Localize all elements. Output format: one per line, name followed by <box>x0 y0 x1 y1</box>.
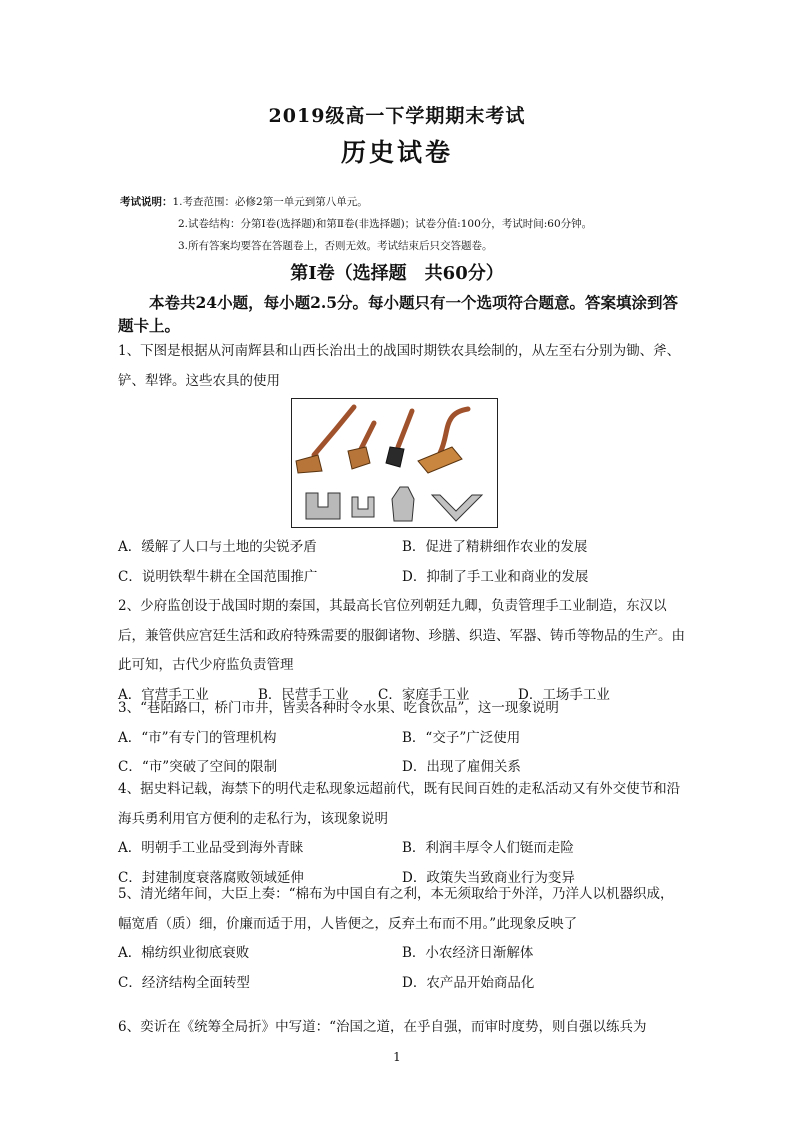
section-intro: 本卷共24小题，每小题2.5分。每小题只有一个选项符合题意。答案填涂到答题卡上。 <box>118 293 679 335</box>
option-d[interactable]: D．抑制了手工业和商业的发展 <box>402 568 589 585</box>
notes-row-1 <box>120 191 592 213</box>
option-d[interactable]: D．工场手工业 <box>518 686 610 703</box>
option-c[interactable]: C．说明铁犁牛耕在全国范围推广 <box>118 568 318 585</box>
option-b[interactable]: B．促进了精耕细作农业的发展 <box>402 539 588 555</box>
notes-item: 1.考查范围：必修2第一单元到第八单元。 <box>172 196 368 208</box>
option-b[interactable]: B．“交子”广泛使用 <box>402 729 521 746</box>
question-1-options <box>118 533 686 592</box>
option-c[interactable]: C．经济结构全面转型 <box>118 974 250 991</box>
notes-item: 2.试卷结构：分第Ⅰ卷(选择题)和第Ⅱ卷(非选择题)；试卷分值:100分，考试时间:60分钟。 <box>178 218 593 230</box>
question-stem: 6、奕䜣在《统筹全局折》中写道：“治国之道，在乎自强，而审时度势，则自强以练兵为 <box>118 1019 647 1035</box>
question-stem: 1、下图是根据从河南辉县和山西长治出土的战国时期铁农具绘制的，从左至右分别为锄、斧、铲、犁铧。这些农具的使用 <box>118 343 681 389</box>
question-stem: 4、据史料记载，海禁下的明代走私现象远超前代，既有民间百姓的走私活动又有外交使节和沿海兵勇利用官方便利的走私行为，该现象说明 <box>118 781 681 827</box>
option-d[interactable]: D．出现了雇佣关系 <box>402 759 521 775</box>
iron-tools-figure <box>291 398 498 528</box>
option-c[interactable]: C．家庭手工业 <box>378 686 470 703</box>
section-title: 第Ⅰ卷（选择题 共60分） <box>290 263 504 284</box>
question-4 <box>118 775 686 893</box>
option-d[interactable]: D．农产品开始商品化 <box>402 974 535 991</box>
question-stem: 2、少府监创设于战国时期的秦国，其最高长官位列朝廷九卿，负责管理手工业制造，东汉以后，兼管供应宫廷生活和政府特殊需要的服御诸物、珍膳、织造、军器、铸币等物品的生产。由此可知，古代少府监负责管理 <box>118 598 685 673</box>
option-b[interactable]: B．小农经济日渐解体 <box>402 945 534 961</box>
exam-subtitle: 历史试卷 <box>340 138 453 167</box>
exam-title: 2019级高一下学期期末考试 <box>268 105 526 127</box>
notes-label: 考试说明： <box>120 196 173 208</box>
question-stem: 3、“巷陌路口，桥门市井，皆卖各种时令水果、吃食饮品”，这一现象说明 <box>118 700 559 716</box>
notes-row-3 <box>120 235 592 257</box>
question-6 <box>118 1013 686 1043</box>
iron-tools-illustration <box>292 399 497 527</box>
option-c[interactable]: C．封建制度衰落腐败领域延伸 <box>118 869 304 886</box>
option-a[interactable]: A．官营手工业 <box>118 686 209 703</box>
option-a[interactable]: A．缓解了人口与土地的尖锐矛盾 <box>118 539 317 555</box>
option-a[interactable]: A．“市”有专门的管理机构 <box>118 729 277 746</box>
question-3 <box>118 694 686 783</box>
option-b[interactable]: B．利润丰厚令人们铤而走险 <box>402 840 574 856</box>
question-5 <box>118 880 686 998</box>
option-a[interactable]: A．棉纺织业彻底衰败 <box>118 945 250 961</box>
page-number: 1 <box>393 1050 401 1064</box>
option-c[interactable]: C．“市”突破了空间的限制 <box>118 759 278 775</box>
exam-notes <box>120 191 592 257</box>
question-2 <box>118 592 686 710</box>
question-stem: 5、清光绪年间，大臣上奏：“棉布为中国自有之利，本无须取给于外洋，乃洋人以机器织成，幅宽盾（质）细，价廉而适于用，人皆便之，反弃土布而不用。”此现象反映了 <box>118 886 674 932</box>
option-b[interactable]: B．民营手工业 <box>258 686 349 703</box>
option-a[interactable]: A．明朝手工业品受到海外青睐 <box>118 840 304 856</box>
notes-row-2 <box>120 213 592 235</box>
option-d[interactable]: D．政策失当致商业行为变异 <box>402 869 575 886</box>
question-1 <box>118 337 686 396</box>
notes-item: 3.所有答案均要答在答题卷上，否则无效。考试结束后只交答题卷。 <box>178 240 493 252</box>
